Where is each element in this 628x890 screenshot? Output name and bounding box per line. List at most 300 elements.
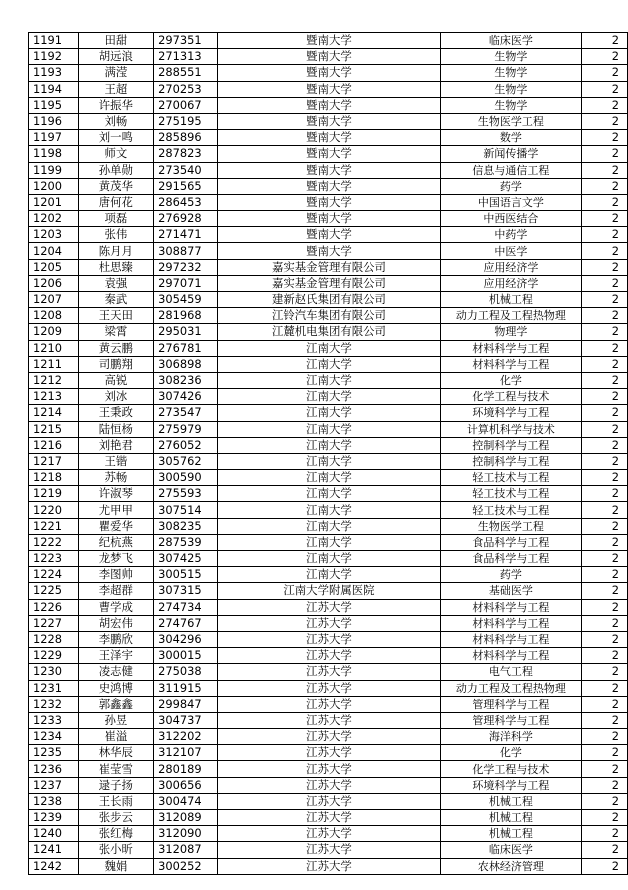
discipline-cell: 新闻传播学 xyxy=(441,146,581,162)
person-id-cell: 276781 xyxy=(154,340,218,356)
organization-cell: 江苏大学 xyxy=(217,615,440,631)
person-name-cell: 许振华 xyxy=(78,97,153,113)
quota-cell: 2 xyxy=(581,243,627,259)
person-name-cell: 张步云 xyxy=(78,810,153,826)
organization-cell: 江苏大学 xyxy=(217,858,440,874)
organization-cell: 暨南大学 xyxy=(217,178,440,194)
quota-cell: 2 xyxy=(581,292,627,308)
quota-cell: 2 xyxy=(581,340,627,356)
row-number-cell: 1235 xyxy=(29,745,79,761)
organization-cell: 暨南大学 xyxy=(217,81,440,97)
organization-cell: 暨南大学 xyxy=(217,49,440,65)
discipline-cell: 管理科学与工程 xyxy=(441,712,581,728)
table-row xyxy=(29,372,628,388)
row-number-cell: 1195 xyxy=(29,97,79,113)
person-id-cell: 304296 xyxy=(154,631,218,647)
quota-cell: 2 xyxy=(581,631,627,647)
discipline-cell: 材料科学与工程 xyxy=(441,648,581,664)
person-name-cell: 孙单勋 xyxy=(78,162,153,178)
discipline-cell: 信息与通信工程 xyxy=(441,162,581,178)
organization-cell: 江苏大学 xyxy=(217,599,440,615)
person-name-cell: 陆恒杨 xyxy=(78,421,153,437)
person-id-cell: 273540 xyxy=(154,162,218,178)
person-name-cell: 胡远浪 xyxy=(78,49,153,65)
discipline-cell: 材料科学与工程 xyxy=(441,615,581,631)
quota-cell: 2 xyxy=(581,826,627,842)
quota-cell: 2 xyxy=(581,583,627,599)
person-name-cell: 崔溢 xyxy=(78,729,153,745)
quota-cell: 2 xyxy=(581,793,627,809)
discipline-cell: 应用经济学 xyxy=(441,275,581,291)
person-id-cell: 286453 xyxy=(154,194,218,210)
row-number-cell: 1201 xyxy=(29,194,79,210)
row-number-cell: 1196 xyxy=(29,113,79,129)
organization-cell: 暨南大学 xyxy=(217,130,440,146)
table-row xyxy=(29,453,628,469)
discipline-cell: 生物医学工程 xyxy=(441,518,581,534)
row-number-cell: 1206 xyxy=(29,275,79,291)
quota-cell: 2 xyxy=(581,680,627,696)
table-row xyxy=(29,65,628,81)
person-id-cell: 270253 xyxy=(154,81,218,97)
table-row xyxy=(29,599,628,615)
quota-cell: 2 xyxy=(581,453,627,469)
table-row xyxy=(29,567,628,583)
table-row xyxy=(29,292,628,308)
discipline-cell: 药学 xyxy=(441,178,581,194)
organization-cell: 江南大学 xyxy=(217,437,440,453)
table-row xyxy=(29,33,628,49)
quota-cell: 2 xyxy=(581,599,627,615)
organization-cell: 暨南大学 xyxy=(217,97,440,113)
row-number-cell: 1229 xyxy=(29,648,79,664)
person-name-cell: 张伟 xyxy=(78,227,153,243)
person-id-cell: 273547 xyxy=(154,405,218,421)
table-row xyxy=(29,631,628,647)
person-id-cell: 305762 xyxy=(154,453,218,469)
person-name-cell: 刘一鸣 xyxy=(78,130,153,146)
discipline-cell: 动力工程及工程热物理 xyxy=(441,308,581,324)
discipline-cell: 轻工技术与工程 xyxy=(441,502,581,518)
organization-cell: 嘉实基金管理有限公司 xyxy=(217,259,440,275)
person-id-cell: 300474 xyxy=(154,793,218,809)
quota-cell: 2 xyxy=(581,615,627,631)
quota-cell: 2 xyxy=(581,502,627,518)
organization-cell: 暨南大学 xyxy=(217,33,440,49)
quota-cell: 2 xyxy=(581,211,627,227)
table-row xyxy=(29,712,628,728)
organization-cell: 江南大学 xyxy=(217,470,440,486)
discipline-cell: 生物学 xyxy=(441,65,581,81)
table-row xyxy=(29,793,628,809)
row-number-cell: 1231 xyxy=(29,680,79,696)
person-id-cell: 297232 xyxy=(154,259,218,275)
quota-cell: 2 xyxy=(581,162,627,178)
quota-cell: 2 xyxy=(581,178,627,194)
person-id-cell: 280189 xyxy=(154,761,218,777)
person-id-cell: 311915 xyxy=(154,680,218,696)
discipline-cell: 药学 xyxy=(441,567,581,583)
organization-cell: 江南大学 xyxy=(217,486,440,502)
row-number-cell: 1238 xyxy=(29,793,79,809)
organization-cell: 暨南大学 xyxy=(217,162,440,178)
organization-cell: 暨南大学 xyxy=(217,211,440,227)
discipline-cell: 机械工程 xyxy=(441,292,581,308)
discipline-cell: 中国语言文学 xyxy=(441,194,581,210)
quota-cell: 2 xyxy=(581,97,627,113)
discipline-cell: 农林经济管理 xyxy=(441,858,581,874)
discipline-cell: 材料科学与工程 xyxy=(441,356,581,372)
organization-cell: 暨南大学 xyxy=(217,113,440,129)
row-number-cell: 1233 xyxy=(29,712,79,728)
person-name-cell: 秦武 xyxy=(78,292,153,308)
row-number-cell: 1239 xyxy=(29,810,79,826)
discipline-cell: 数学 xyxy=(441,130,581,146)
person-id-cell: 297351 xyxy=(154,33,218,49)
person-name-cell: 司鹏翔 xyxy=(78,356,153,372)
person-id-cell: 285896 xyxy=(154,130,218,146)
person-id-cell: 312087 xyxy=(154,842,218,858)
row-number-cell: 1211 xyxy=(29,356,79,372)
table-row xyxy=(29,648,628,664)
table-row xyxy=(29,308,628,324)
table-row xyxy=(29,324,628,340)
row-number-cell: 1198 xyxy=(29,146,79,162)
organization-cell: 建新赵氏集团有限公司 xyxy=(217,292,440,308)
person-name-cell: 李鹏欣 xyxy=(78,631,153,647)
table-row xyxy=(29,615,628,631)
row-number-cell: 1237 xyxy=(29,777,79,793)
discipline-cell: 食品科学与工程 xyxy=(441,551,581,567)
organization-cell: 江麓机电集团有限公司 xyxy=(217,324,440,340)
table-row xyxy=(29,405,628,421)
quota-cell: 2 xyxy=(581,146,627,162)
table-row xyxy=(29,583,628,599)
table-row xyxy=(29,761,628,777)
person-name-cell: 张小昕 xyxy=(78,842,153,858)
row-number-cell: 1224 xyxy=(29,567,79,583)
quota-cell: 2 xyxy=(581,259,627,275)
quota-cell: 2 xyxy=(581,648,627,664)
row-number-cell: 1209 xyxy=(29,324,79,340)
table-body xyxy=(29,33,628,875)
discipline-cell: 管理科学与工程 xyxy=(441,696,581,712)
organization-cell: 江苏大学 xyxy=(217,696,440,712)
quota-cell: 2 xyxy=(581,389,627,405)
table-row xyxy=(29,858,628,874)
organization-cell: 江南大学 xyxy=(217,405,440,421)
organization-cell: 江南大学 xyxy=(217,567,440,583)
quota-cell: 2 xyxy=(581,275,627,291)
person-id-cell: 300515 xyxy=(154,567,218,583)
person-name-cell: 曹学成 xyxy=(78,599,153,615)
table-row xyxy=(29,162,628,178)
quota-cell: 2 xyxy=(581,810,627,826)
organization-cell: 暨南大学 xyxy=(217,146,440,162)
table-row xyxy=(29,486,628,502)
person-name-cell: 高锐 xyxy=(78,372,153,388)
person-name-cell: 满滢 xyxy=(78,65,153,81)
discipline-cell: 临床医学 xyxy=(441,842,581,858)
row-number-cell: 1193 xyxy=(29,65,79,81)
table-row xyxy=(29,437,628,453)
person-id-cell: 299847 xyxy=(154,696,218,712)
row-number-cell: 1204 xyxy=(29,243,79,259)
person-name-cell: 梁霄 xyxy=(78,324,153,340)
discipline-cell: 材料科学与工程 xyxy=(441,340,581,356)
person-id-cell: 312107 xyxy=(154,745,218,761)
quota-cell: 2 xyxy=(581,324,627,340)
table-row xyxy=(29,340,628,356)
discipline-cell: 计算机科学与技术 xyxy=(441,421,581,437)
person-name-cell: 杜思臻 xyxy=(78,259,153,275)
person-name-cell: 纪杭燕 xyxy=(78,534,153,550)
row-number-cell: 1218 xyxy=(29,470,79,486)
organization-cell: 江苏大学 xyxy=(217,680,440,696)
quota-cell: 2 xyxy=(581,842,627,858)
person-id-cell: 308877 xyxy=(154,243,218,259)
person-name-cell: 袁强 xyxy=(78,275,153,291)
quota-cell: 2 xyxy=(581,777,627,793)
organization-cell: 江南大学 xyxy=(217,340,440,356)
person-name-cell: 李超群 xyxy=(78,583,153,599)
person-name-cell: 王天田 xyxy=(78,308,153,324)
table-row xyxy=(29,777,628,793)
row-number-cell: 1202 xyxy=(29,211,79,227)
organization-cell: 江苏大学 xyxy=(217,745,440,761)
person-name-cell: 林华辰 xyxy=(78,745,153,761)
organization-cell: 江南大学 xyxy=(217,389,440,405)
organization-cell: 江苏大学 xyxy=(217,842,440,858)
quota-cell: 2 xyxy=(581,421,627,437)
discipline-cell: 轻工技术与工程 xyxy=(441,470,581,486)
organization-cell: 江南大学 xyxy=(217,356,440,372)
person-id-cell: 274734 xyxy=(154,599,218,615)
person-name-cell: 凌志健 xyxy=(78,664,153,680)
discipline-cell: 机械工程 xyxy=(441,826,581,842)
discipline-cell: 化学工程与技术 xyxy=(441,389,581,405)
organization-cell: 暨南大学 xyxy=(217,65,440,81)
quota-cell: 2 xyxy=(581,696,627,712)
quota-cell: 2 xyxy=(581,761,627,777)
table-row xyxy=(29,49,628,65)
row-number-cell: 1220 xyxy=(29,502,79,518)
discipline-cell: 临床医学 xyxy=(441,33,581,49)
person-name-cell: 唐何花 xyxy=(78,194,153,210)
person-name-cell: 刘冰 xyxy=(78,389,153,405)
table-row xyxy=(29,81,628,97)
row-number-cell: 1241 xyxy=(29,842,79,858)
person-id-cell: 274767 xyxy=(154,615,218,631)
quota-cell: 2 xyxy=(581,664,627,680)
person-name-cell: 师文 xyxy=(78,146,153,162)
discipline-cell: 材料科学与工程 xyxy=(441,631,581,647)
person-id-cell: 295031 xyxy=(154,324,218,340)
person-name-cell: 王超 xyxy=(78,81,153,97)
row-number-cell: 1240 xyxy=(29,826,79,842)
row-number-cell: 1234 xyxy=(29,729,79,745)
organization-cell: 江南大学 xyxy=(217,534,440,550)
table-row xyxy=(29,211,628,227)
quota-cell: 2 xyxy=(581,308,627,324)
row-number-cell: 1199 xyxy=(29,162,79,178)
discipline-cell: 化学 xyxy=(441,745,581,761)
quota-cell: 2 xyxy=(581,567,627,583)
organization-cell: 暨南大学 xyxy=(217,194,440,210)
person-name-cell: 瞿爱华 xyxy=(78,518,153,534)
person-id-cell: 307315 xyxy=(154,583,218,599)
table-row xyxy=(29,810,628,826)
table-row xyxy=(29,696,628,712)
person-name-cell: 孙昱 xyxy=(78,712,153,728)
person-id-cell: 287823 xyxy=(154,146,218,162)
person-name-cell: 张红梅 xyxy=(78,826,153,842)
person-name-cell: 郭鑫鑫 xyxy=(78,696,153,712)
person-name-cell: 史鸿博 xyxy=(78,680,153,696)
person-name-cell: 许淑琴 xyxy=(78,486,153,502)
table-row xyxy=(29,502,628,518)
table-row xyxy=(29,356,628,372)
person-name-cell: 尤甲甲 xyxy=(78,502,153,518)
row-number-cell: 1226 xyxy=(29,599,79,615)
person-id-cell: 275979 xyxy=(154,421,218,437)
table-row xyxy=(29,842,628,858)
discipline-cell: 电气工程 xyxy=(441,664,581,680)
quota-cell: 2 xyxy=(581,518,627,534)
organization-cell: 江苏大学 xyxy=(217,761,440,777)
person-id-cell: 300656 xyxy=(154,777,218,793)
person-id-cell: 308236 xyxy=(154,372,218,388)
person-id-cell: 300590 xyxy=(154,470,218,486)
row-number-cell: 1203 xyxy=(29,227,79,243)
table-row xyxy=(29,826,628,842)
quota-cell: 2 xyxy=(581,551,627,567)
organization-cell: 暨南大学 xyxy=(217,243,440,259)
discipline-cell: 机械工程 xyxy=(441,793,581,809)
row-number-cell: 1208 xyxy=(29,308,79,324)
organization-cell: 江南大学 xyxy=(217,372,440,388)
row-number-cell: 1222 xyxy=(29,534,79,550)
discipline-cell: 生物医学工程 xyxy=(441,113,581,129)
discipline-cell: 化学工程与技术 xyxy=(441,761,581,777)
discipline-cell: 轻工技术与工程 xyxy=(441,486,581,502)
person-name-cell: 黄云鹏 xyxy=(78,340,153,356)
person-id-cell: 306898 xyxy=(154,356,218,372)
quota-cell: 2 xyxy=(581,534,627,550)
row-number-cell: 1232 xyxy=(29,696,79,712)
person-id-cell: 312090 xyxy=(154,826,218,842)
row-number-cell: 1200 xyxy=(29,178,79,194)
discipline-cell: 物理学 xyxy=(441,324,581,340)
organization-cell: 江苏大学 xyxy=(217,664,440,680)
organization-cell: 江苏大学 xyxy=(217,648,440,664)
row-number-cell: 1197 xyxy=(29,130,79,146)
table-row xyxy=(29,745,628,761)
person-name-cell: 苏畅 xyxy=(78,470,153,486)
person-name-cell: 刘艳君 xyxy=(78,437,153,453)
organization-cell: 江南大学 xyxy=(217,421,440,437)
quota-cell: 2 xyxy=(581,405,627,421)
organization-cell: 江苏大学 xyxy=(217,793,440,809)
table-row xyxy=(29,194,628,210)
table-row xyxy=(29,389,628,405)
discipline-cell: 控制科学与工程 xyxy=(441,453,581,469)
discipline-cell: 环境科学与工程 xyxy=(441,777,581,793)
row-number-cell: 1217 xyxy=(29,453,79,469)
quota-cell: 2 xyxy=(581,372,627,388)
person-id-cell: 300252 xyxy=(154,858,218,874)
quota-cell: 2 xyxy=(581,437,627,453)
person-id-cell: 275593 xyxy=(154,486,218,502)
organization-cell: 江苏大学 xyxy=(217,712,440,728)
person-id-cell: 307425 xyxy=(154,551,218,567)
quota-cell: 2 xyxy=(581,65,627,81)
organization-cell: 江南大学 xyxy=(217,453,440,469)
row-number-cell: 1236 xyxy=(29,761,79,777)
table-row xyxy=(29,243,628,259)
person-id-cell: 281968 xyxy=(154,308,218,324)
row-number-cell: 1225 xyxy=(29,583,79,599)
row-number-cell: 1207 xyxy=(29,292,79,308)
person-name-cell: 陈月月 xyxy=(78,243,153,259)
person-id-cell: 297071 xyxy=(154,275,218,291)
person-name-cell: 崔莹雪 xyxy=(78,761,153,777)
person-id-cell: 305459 xyxy=(154,292,218,308)
person-id-cell: 312202 xyxy=(154,729,218,745)
organization-cell: 嘉实基金管理有限公司 xyxy=(217,275,440,291)
table-row xyxy=(29,729,628,745)
quota-cell: 2 xyxy=(581,356,627,372)
organization-cell: 江铃汽车集团有限公司 xyxy=(217,308,440,324)
person-name-cell: 王泽宇 xyxy=(78,648,153,664)
organization-cell: 暨南大学 xyxy=(217,227,440,243)
quota-cell: 2 xyxy=(581,194,627,210)
person-name-cell: 刘畅 xyxy=(78,113,153,129)
organization-cell: 江苏大学 xyxy=(217,729,440,745)
person-name-cell: 李图帅 xyxy=(78,567,153,583)
discipline-cell: 生物学 xyxy=(441,49,581,65)
person-id-cell: 307514 xyxy=(154,502,218,518)
person-id-cell: 276052 xyxy=(154,437,218,453)
table-row xyxy=(29,518,628,534)
quota-cell: 2 xyxy=(581,81,627,97)
person-id-cell: 275038 xyxy=(154,664,218,680)
organization-cell: 江苏大学 xyxy=(217,631,440,647)
person-name-cell: 逯子扬 xyxy=(78,777,153,793)
discipline-cell: 中药学 xyxy=(441,227,581,243)
organization-cell: 江苏大学 xyxy=(217,777,440,793)
quota-cell: 2 xyxy=(581,33,627,49)
person-name-cell: 胡宏伟 xyxy=(78,615,153,631)
quota-cell: 2 xyxy=(581,745,627,761)
row-number-cell: 1228 xyxy=(29,631,79,647)
discipline-cell: 应用经济学 xyxy=(441,259,581,275)
person-name-cell: 王锴 xyxy=(78,453,153,469)
person-name-cell: 魏娟 xyxy=(78,858,153,874)
table-row xyxy=(29,97,628,113)
row-number-cell: 1242 xyxy=(29,858,79,874)
row-number-cell: 1205 xyxy=(29,259,79,275)
quota-cell: 2 xyxy=(581,486,627,502)
person-id-cell: 288551 xyxy=(154,65,218,81)
organization-cell: 江苏大学 xyxy=(217,826,440,842)
person-name-cell: 田甜 xyxy=(78,33,153,49)
row-number-cell: 1191 xyxy=(29,33,79,49)
person-name-cell: 项磊 xyxy=(78,211,153,227)
person-name-cell: 龙梦飞 xyxy=(78,551,153,567)
discipline-cell: 海洋科学 xyxy=(441,729,581,745)
row-number-cell: 1223 xyxy=(29,551,79,567)
